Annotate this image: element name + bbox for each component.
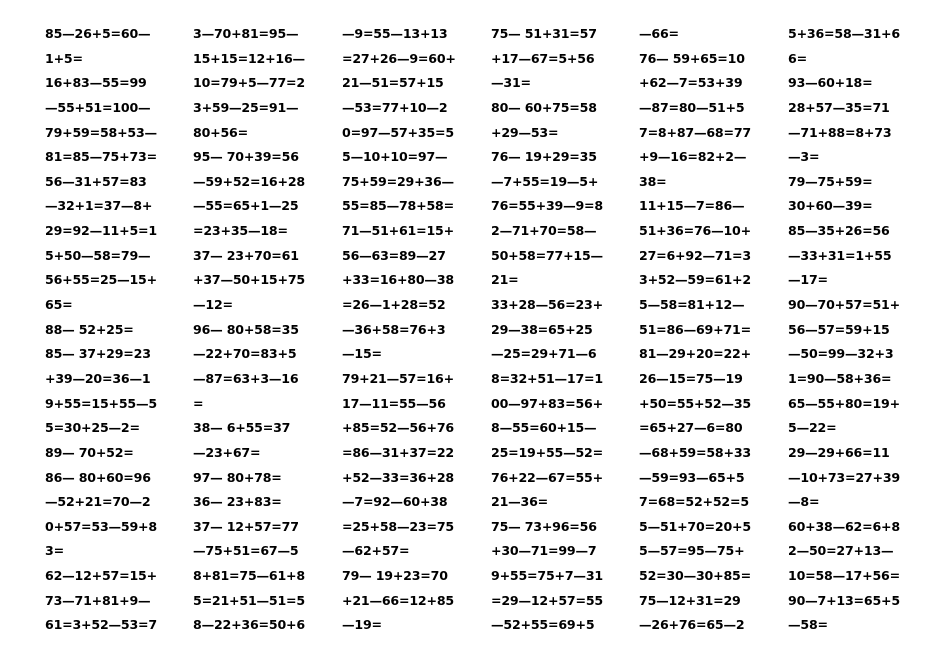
equation-line: 76+22—67=55+: [491, 469, 603, 485]
equation-line: —3=: [788, 149, 820, 165]
equation-line: 21=: [491, 272, 519, 288]
equation-line: —75+51=67—5: [193, 543, 299, 559]
equation-line: 75— 51+31=57: [491, 26, 597, 41]
equation-line: +33=16+80—38: [342, 272, 454, 288]
equation-line: 21—36=: [491, 494, 548, 510]
equation-line: 5—10+10=97—: [342, 149, 448, 165]
equation-line: 90—7+13=65+5: [788, 592, 900, 608]
equation-line: —59=93—65+5: [639, 469, 745, 485]
equation-line: 5+36=58—31+6: [788, 26, 900, 41]
equation-line: 51=86—69+71=: [639, 321, 751, 337]
equation-line: 9+55=15+55—5: [45, 395, 157, 411]
equation-line: 28+57—35=71: [788, 99, 890, 115]
equation-line: 79+21—57=16+: [342, 370, 454, 386]
equation-line: 16+83—55=99: [45, 75, 147, 91]
equation-line: 38— 6+55=37: [193, 420, 291, 436]
equation-line: 88— 52+25=: [45, 321, 134, 337]
equation-line: +30—71=99—7: [491, 543, 597, 559]
equation-line: —12=: [193, 297, 233, 313]
equation-line: —8=: [788, 494, 820, 510]
equation-line: 3+59—25=91—: [193, 99, 299, 115]
equation-line: 2—50=27+13—: [788, 543, 894, 559]
equation-line: =65+27—6=80: [639, 420, 743, 436]
equation-line: 7=68=52+52=5: [639, 494, 749, 510]
equation-line: 85—35+26=56: [788, 223, 890, 239]
equation-line: +37—50+15+75: [193, 272, 305, 288]
equation-line: 27=6+92—71=3: [639, 247, 751, 263]
equation-line: 11+15—7=86—: [639, 198, 745, 214]
equation-line: 56—57=59+15: [788, 321, 890, 337]
equation-line: —87=80—51+5: [639, 99, 745, 115]
equation-line: 1=90—58+36=: [788, 370, 892, 386]
equation-line: 10=58—17+56=: [788, 568, 900, 584]
equation-line: —26+76=65—2: [639, 617, 745, 633]
equation-line: 75—12+31=29: [639, 592, 741, 608]
equation-line: 55=85—78+58=: [342, 198, 454, 214]
equation-line: 85—26+5=60—: [45, 26, 151, 41]
equation-line: —7=92—60+38: [342, 494, 448, 510]
equation-line: 60+38—62=6+8: [788, 518, 900, 534]
equation-line: 81=85—75+73=: [45, 149, 157, 165]
equation-line: 56—31+57=83: [45, 173, 147, 189]
equation-line: 29—29+66=11: [788, 444, 890, 460]
equation-line: 1+5=: [45, 50, 83, 66]
equation-line: 26—15=75—19: [639, 370, 743, 386]
equation-line: 10=79+5—77=2: [193, 75, 305, 91]
equation-line: 89— 70+52=: [45, 444, 134, 460]
equation-line: 6=: [788, 50, 807, 66]
equation-line: +9—16=82+2—: [639, 149, 747, 165]
equation-line: 76— 59+65=10: [639, 50, 745, 66]
equation-line: 38=: [639, 173, 667, 189]
equation-line: 29=92—11+5=1: [45, 223, 157, 239]
equation-line: —17=: [788, 272, 828, 288]
equation-line: 97— 80+78=: [193, 469, 282, 485]
equation-line: —52+21=70—2: [45, 494, 151, 510]
equation-line: 5+50—58=79—: [45, 247, 151, 263]
equation-line: 0+57=53—59+8: [45, 518, 157, 534]
equation-line: 79— 19+23=70: [342, 568, 448, 584]
equation-line: 8—22+36=50+6: [193, 617, 305, 633]
equation-line: 65—55+80=19+: [788, 395, 900, 411]
equation-line: 61=3+52—53=7: [45, 617, 157, 633]
equation-line: 00—97+83=56+: [491, 395, 603, 411]
equation-line: —7+55=19—5+: [491, 173, 599, 189]
equation-line: —66=: [639, 26, 679, 41]
equation-line: —23+67=: [193, 444, 261, 460]
equation-line: —55+51=100—: [45, 99, 151, 115]
equation-line: =23+35—18=: [193, 223, 288, 239]
worksheet-column-6: [788, 22, 930, 638]
equation-line: 3=: [45, 543, 64, 559]
equation-line: 9+55=75+7—31: [491, 568, 603, 584]
equation-line: —25=29+71—6: [491, 346, 597, 362]
equation-line: —87=63+3—16: [193, 370, 299, 386]
equation-line: —52+55=69+5: [491, 617, 595, 633]
equation-line: —50=99—32+3: [788, 346, 894, 362]
worksheet-column-2: [193, 22, 335, 638]
equation-line: 29—38=65+25: [491, 321, 593, 337]
equation-line: —9=55—13+13: [342, 26, 448, 41]
equation-line: 33+28—56=23+: [491, 297, 603, 313]
equation-line: +29—53=: [491, 124, 559, 140]
equation-line: 86— 80+60=96: [45, 469, 151, 485]
equation-line: 65=: [45, 297, 73, 313]
equation-line: =: [193, 395, 204, 411]
equation-line: +62—7=53+39: [639, 75, 743, 91]
equation-line: —55=65+1—25: [193, 198, 299, 214]
worksheet-column-1: [45, 22, 187, 638]
equation-line: 75+59=29+36—: [342, 173, 454, 189]
equation-line: 15+15=12+16—: [193, 50, 305, 66]
equation-line: 50+58=77+15—: [491, 247, 603, 263]
equation-line: 37— 12+57=77: [193, 518, 299, 534]
equation-line: —32+1=37—8+: [45, 198, 153, 214]
equation-line: 0=97—57+35=5: [342, 124, 454, 140]
equation-line: —62+57=: [342, 543, 410, 559]
equation-line: 37— 23+70=61: [193, 247, 299, 263]
equation-line: 17—11=55—56: [342, 395, 446, 411]
equation-line: —53=77+10—2: [342, 99, 448, 115]
equation-line: —31=: [491, 75, 531, 91]
equation-line: 30+60—39=: [788, 198, 873, 214]
equation-line: —58=: [788, 617, 828, 633]
equation-line: 76— 19+29=35: [491, 149, 597, 165]
equation-line: =26—1+28=52: [342, 297, 446, 313]
equation-line: +52—33=36+28: [342, 469, 454, 485]
equation-line: 51+36=76—10+: [639, 223, 751, 239]
equation-line: —15=: [342, 346, 382, 362]
equation-line: 85— 37+29=23: [45, 346, 151, 362]
equation-line: —33+31=1+55: [788, 247, 892, 263]
equation-line: 36— 23+83=: [193, 494, 282, 510]
equation-line: —22+70=83+5: [193, 346, 297, 362]
worksheet-column-3: [342, 22, 484, 638]
equation-line: =86—31+37=22: [342, 444, 454, 460]
worksheet-column-4: [491, 22, 633, 638]
equation-line: 96— 80+58=35: [193, 321, 299, 337]
worksheet-column-5: [639, 22, 781, 638]
equation-line: —68+59=58+33: [639, 444, 751, 460]
equation-line: 21—51=57+15: [342, 75, 444, 91]
equation-line: 95— 70+39=56: [193, 149, 299, 165]
equation-line: +17—67=5+56: [491, 50, 595, 66]
equation-line: 71—51+61=15+: [342, 223, 454, 239]
equation-line: +21—66=12+85: [342, 592, 454, 608]
equation-line: 90—70+57=51+: [788, 297, 900, 313]
equation-line: =25+58—23=75: [342, 518, 454, 534]
equation-line: 52=30—30+85=: [639, 568, 751, 584]
equation-line: 56—63=89—27: [342, 247, 446, 263]
equation-line: 5=30+25—2=: [45, 420, 140, 436]
equation-line: —71+88=8+73: [788, 124, 892, 140]
equation-line: —59+52=16+28: [193, 173, 305, 189]
equation-line: =27+26—9=60+: [342, 50, 456, 66]
equation-line: 80— 60+75=58: [491, 99, 597, 115]
equation-line: 5—51+70=20+5: [639, 518, 751, 534]
equation-line: —36+58=76+3: [342, 321, 446, 337]
equation-line: 73—71+81+9—: [45, 592, 151, 608]
equation-line: 25=19+55—52=: [491, 444, 603, 460]
equation-line: +50=55+52—35: [639, 395, 751, 411]
equation-line: 5—58=81+12—: [639, 297, 745, 313]
equation-line: —19=: [342, 617, 382, 633]
equation-line: 62—12+57=15+: [45, 568, 157, 584]
equation-line: 3+52—59=61+2: [639, 272, 751, 288]
equation-line: 5—22=: [788, 420, 837, 436]
equation-line: 76=55+39—9=8: [491, 198, 603, 214]
equation-line: 8=32+51—17=1: [491, 370, 603, 386]
equation-line: 80+56=: [193, 124, 248, 140]
equation-line: =29—12+57=55: [491, 592, 603, 608]
equation-line: 56+55=25—15+: [45, 272, 157, 288]
equation-line: 8+81=75—61+8: [193, 568, 305, 584]
equation-line: —10+73=27+39: [788, 469, 900, 485]
equation-line: 5=21+51—51=5: [193, 592, 305, 608]
equation-line: +85=52—56+76: [342, 420, 454, 436]
equation-line: 93—60+18=: [788, 75, 873, 91]
equation-line: 8—55=60+15—: [491, 420, 597, 436]
equation-line: 79—75+59=: [788, 173, 873, 189]
equation-line: 81—29+20=22+: [639, 346, 751, 362]
equation-line: 7=8+87—68=77: [639, 124, 751, 140]
equation-line: +39—20=36—1: [45, 370, 151, 386]
equation-line: 3—70+81=95—: [193, 26, 299, 41]
equation-line: 5—57=95—75+: [639, 543, 745, 559]
equation-line: 2—71+70=58—: [491, 223, 597, 239]
equation-line: 79+59=58+53—: [45, 124, 157, 140]
equation-line: 75— 73+96=56: [491, 518, 597, 534]
